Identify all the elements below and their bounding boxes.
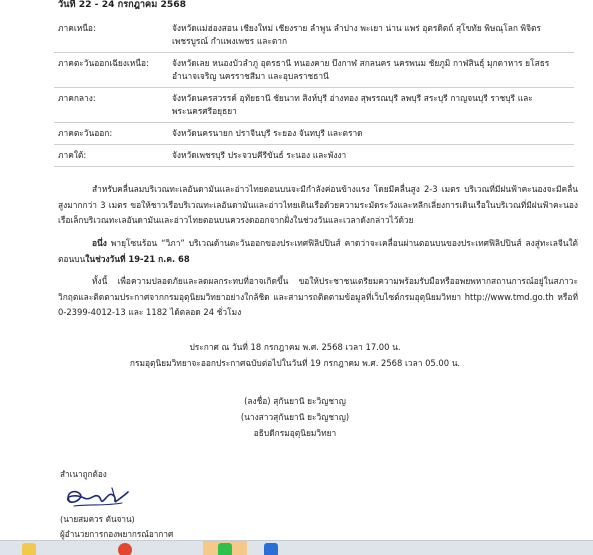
storm-dates: ในช่วงวันที่ 19-21 ก.ค. 68 — [85, 253, 190, 264]
date-heading: วันที่ 22 - 24 กรกฎาคม 2568 — [58, 0, 187, 10]
region-label: ภาคใต้: — [58, 150, 87, 160]
certifier-name: (นายสมควร ตันจาน) — [60, 514, 135, 524]
next-issue-line: กรมอุตุนิยมวิทยาจะออกประกาศฉบับต่อไปในวันที่ 19 กรกฎาคม พ.ศ. 2568 เวลา 05.00 น. — [129, 358, 461, 368]
region-table — [54, 18, 574, 167]
signature-line: (ลงชื่อ) สุกันยานี ยะวิญชาญ — [244, 396, 346, 406]
certified-label: สำเนาถูกต้อง — [60, 469, 107, 479]
storm-lead: อนึ่ง — [92, 238, 107, 248]
region-label: ภาคตะวันออก: — [58, 128, 113, 138]
handwritten-signature — [60, 482, 132, 512]
line-icon[interactable] — [218, 543, 232, 555]
storm-paragraph — [58, 236, 578, 267]
region-provinces: จังหวัดแม่ฮ่องสอน เชียงใหม่ เชียงราย ลำพูน ลำปาง พะเยา น่าน แพร่ อุตรดิตถ์ สุโขทัย พิษณุโลก พิจิตร เพชรบูรณ์ กำแพงเพชร และตาก — [172, 23, 541, 46]
region-label: ภาคตะวันออกเฉียงเหนือ: — [58, 58, 149, 68]
region-provinces: จังหวัดนครนายก ปราจีนบุรี ระยอง จันทบุรี และตราด — [172, 128, 363, 138]
region-provinces: จังหวัดเลย หนองบัวลำภู อุดรธานี หนองคาย บึงกาฬ สกลนคร นครพนม ชัยภูมิ กาฬสินธุ์ มุกดาหาร ยโสธร อำนาจเจริญ นครราชสีมา และอุบลราชธานี — [172, 58, 550, 81]
taskbar — [0, 540, 593, 555]
region-row-northeast — [54, 53, 574, 88]
word-icon[interactable] — [264, 543, 278, 555]
region-label: ภาคเหนือ: — [58, 23, 96, 33]
certifier-title: ผู้อำนวยการกองพยากรณ์อากาศ — [60, 529, 174, 539]
folder-icon[interactable] — [22, 543, 36, 555]
region-label: ภาคกลาง: — [58, 93, 96, 103]
advice-paragraph: ทั้งนี้ เพื่อความปลอดภัยและลดผลกระทบที่อาจเกิดขึ้น ขอให้ประชาชนเตรียมความพร้อมรับมือหรืออพยพหากสถานการณ์อยู่ในสภาวะวิกฤตและติดตามประกาศจากกรมอุตุนิยมวิทยาอย่างใกล้ชิด และสามารถติดตามข้อมูลที่เว็บไซต์กรมอุตุนิยมวิทยา http://www.tmd.go.th หรือที่ 0-2399-4012-13 และ 1182 ได้ตลอด 24 ชั่วโมง — [58, 276, 578, 317]
browser-icon[interactable] — [118, 543, 132, 555]
sea-warning-paragraph: สำหรับคลื่นลมบริเวณทะเลอันดามันและอ่าวไทยตอนบนจะมีกำลังค่อนข้างแรง โดยมีคลื่นสูง 2-3 เมตร บริเวณที่มีฝนฟ้าคะนองจะมีคลื่นสูงมากกว่า 3 เมตร ขอให้ชาวเรือบริเวณทะเลอันดามันและอ่าวไทยเดินเรือด้วยความระมัดระวังและหลีกเลี่ยงการเดินเรือในบริเวณที่มีฝนฟ้าคะนอง เรือเล็กบริเวณทะเลอันดามันและอ่าวไทยตอนบนควรงดออกจากฝั่งในช่วงวันและเวลาดังกล่าวไว้ด้วย — [58, 184, 578, 225]
storm-text: พายุโซนร้อน “วิภา” บริเวณด้านตะวันออกของประเทศฟิลิปปินส์ คาดว่าจะเคลื่อนผ่านตอนบนของประเทศฟิลิปปินส์ ลงสู่ทะเลจีนใต้ตอนบน — [58, 238, 578, 264]
region-row-north — [54, 18, 574, 53]
region-row-east — [54, 123, 574, 145]
region-provinces: จังหวัดนครสวรรค์ อุทัยธานี ชัยนาท สิงห์บุรี อ่างทอง สุพรรณบุรี ลพบุรี สระบุรี กาญจนบุรี ราชบุรี และพระนครศรีอยุธยา — [172, 93, 533, 116]
region-provinces: จังหวัดเพชรบุรี ประจวบคีรีขันธ์ ระนอง และพังงา — [172, 150, 347, 160]
signature-title: อธิบดีกรมอุตุนิยมวิทยา — [253, 428, 337, 438]
region-row-south — [54, 145, 574, 167]
announce-line: ประกาศ ณ วันที่ 18 กรกฎาคม พ.ศ. 2568 เวลา 17.00 น. — [189, 342, 401, 352]
signature-name: (นางสาวสุกันยานี ยะวิญชาญ) — [240, 412, 350, 422]
region-row-central — [54, 88, 574, 123]
